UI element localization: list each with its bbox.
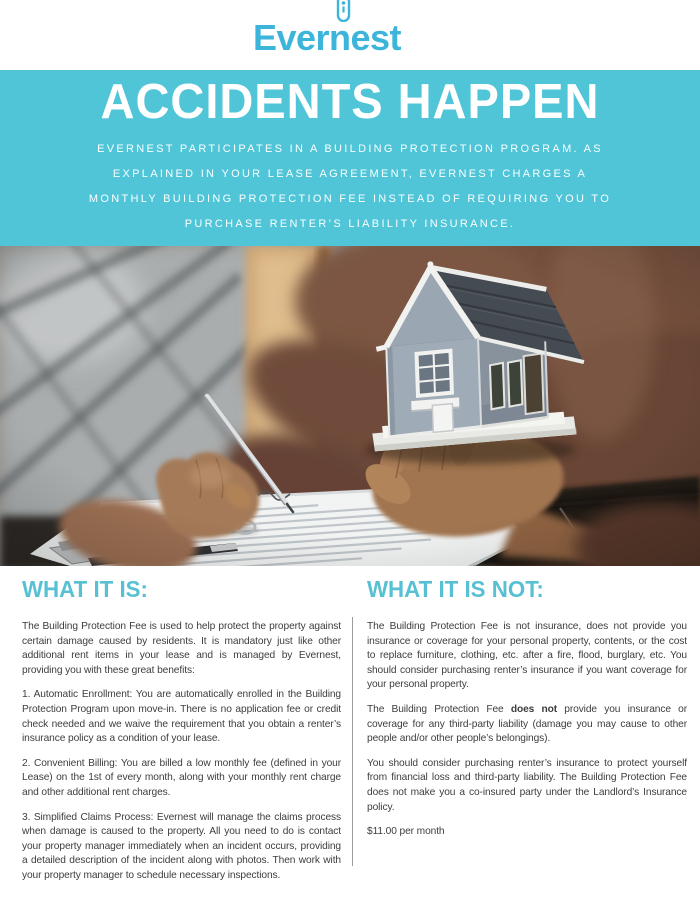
- hero-photo-illustration: [0, 246, 700, 566]
- column-divider: [352, 617, 353, 866]
- what-it-is-not-heading: WHAT IT IS NOT:: [367, 576, 544, 602]
- page-header: [0, 0, 700, 70]
- brand-logo: [0, 17, 654, 58]
- banner-description: [0, 137, 700, 237]
- paragraph: $11.00 per month: [367, 826, 445, 838]
- column-what-it-is-not: [367, 576, 687, 850]
- what-it-is-heading: WHAT IT IS:: [22, 576, 148, 602]
- hero-photo: [0, 246, 700, 566]
- door-icon: [336, 0, 351, 27]
- brand-wordmark: Evernest: [252, 17, 402, 58]
- what-it-is-body: [22, 620, 341, 884]
- page-title: ACCIDENTS HAPPEN: [100, 75, 600, 129]
- paragraph: 2. Convenient Billing: You are billed a low monthly fee (defined in your Lease) on the 1st of every month, along with your monthly rent charge and other additional rent charges.: [22, 757, 341, 798]
- banner-text-line: EVERNEST PARTICIPATES IN A BUILDING PROTECTION PROGRAM. AS: [97, 143, 603, 155]
- paragraph: You should consider purchasing renter’s insurance to protect yourself from financial loss and third-party liability. The Building Protection Fee does not make you a co-insured party under the Landlord’s Insurance policy.: [367, 757, 687, 813]
- paragraph: The Building Protection Fee is not insurance, does not provide you insurance or coverage for your personal property, contents, or the cost to replace furniture, clothing, etc. after a fire, flood, burglary, etc. You should consider purchasing renter’s insurance if you want coverage for your personal property.: [367, 621, 687, 691]
- banner-text-line: PURCHASE RENTER’S LIABILITY INSURANCE.: [184, 218, 516, 230]
- what-it-is-not-body: [367, 620, 687, 840]
- paragraph: 3. Simplified Claims Process: Evernest will manage the claims process when damage is caused to the property. All you need to do is contact your property manager immediately when an incident occurs, providing a detailed description of the incident along with photos. Then work with your property manager to schedule necessary inspections.: [22, 811, 341, 881]
- banner-text-line: EXPLAINED IN YOUR LEASE AGREEMENT, EVERNEST CHARGES A: [112, 168, 588, 180]
- hero-banner: [0, 70, 700, 246]
- column-what-it-is: [22, 576, 341, 894]
- info-section: [0, 566, 700, 906]
- paragraph: The Building Protection Fee is used to help protect the property against certain damage caused by residents. It is mandatory just like other additional rent items in your lease and is managed by Evernest, providing you with these great benefits:: [22, 621, 341, 676]
- banner-text-line: MONTHLY BUILDING PROTECTION FEE INSTEAD OF REQUIRING YOU TO: [88, 193, 612, 205]
- paragraph: The Building Protection Fee does not provide you insurance or coverage for any third-party liability (damage you may cause to other people and/or other people’s belongings).: [367, 703, 687, 745]
- paragraph: 1. Automatic Enrollment: You are automatically enrolled in the Building Protection Program upon move-in. There is no application fee or credit check needed and we waive the requirement that you obtain a renter’s insurance policy as a condition of your lease.: [22, 689, 341, 745]
